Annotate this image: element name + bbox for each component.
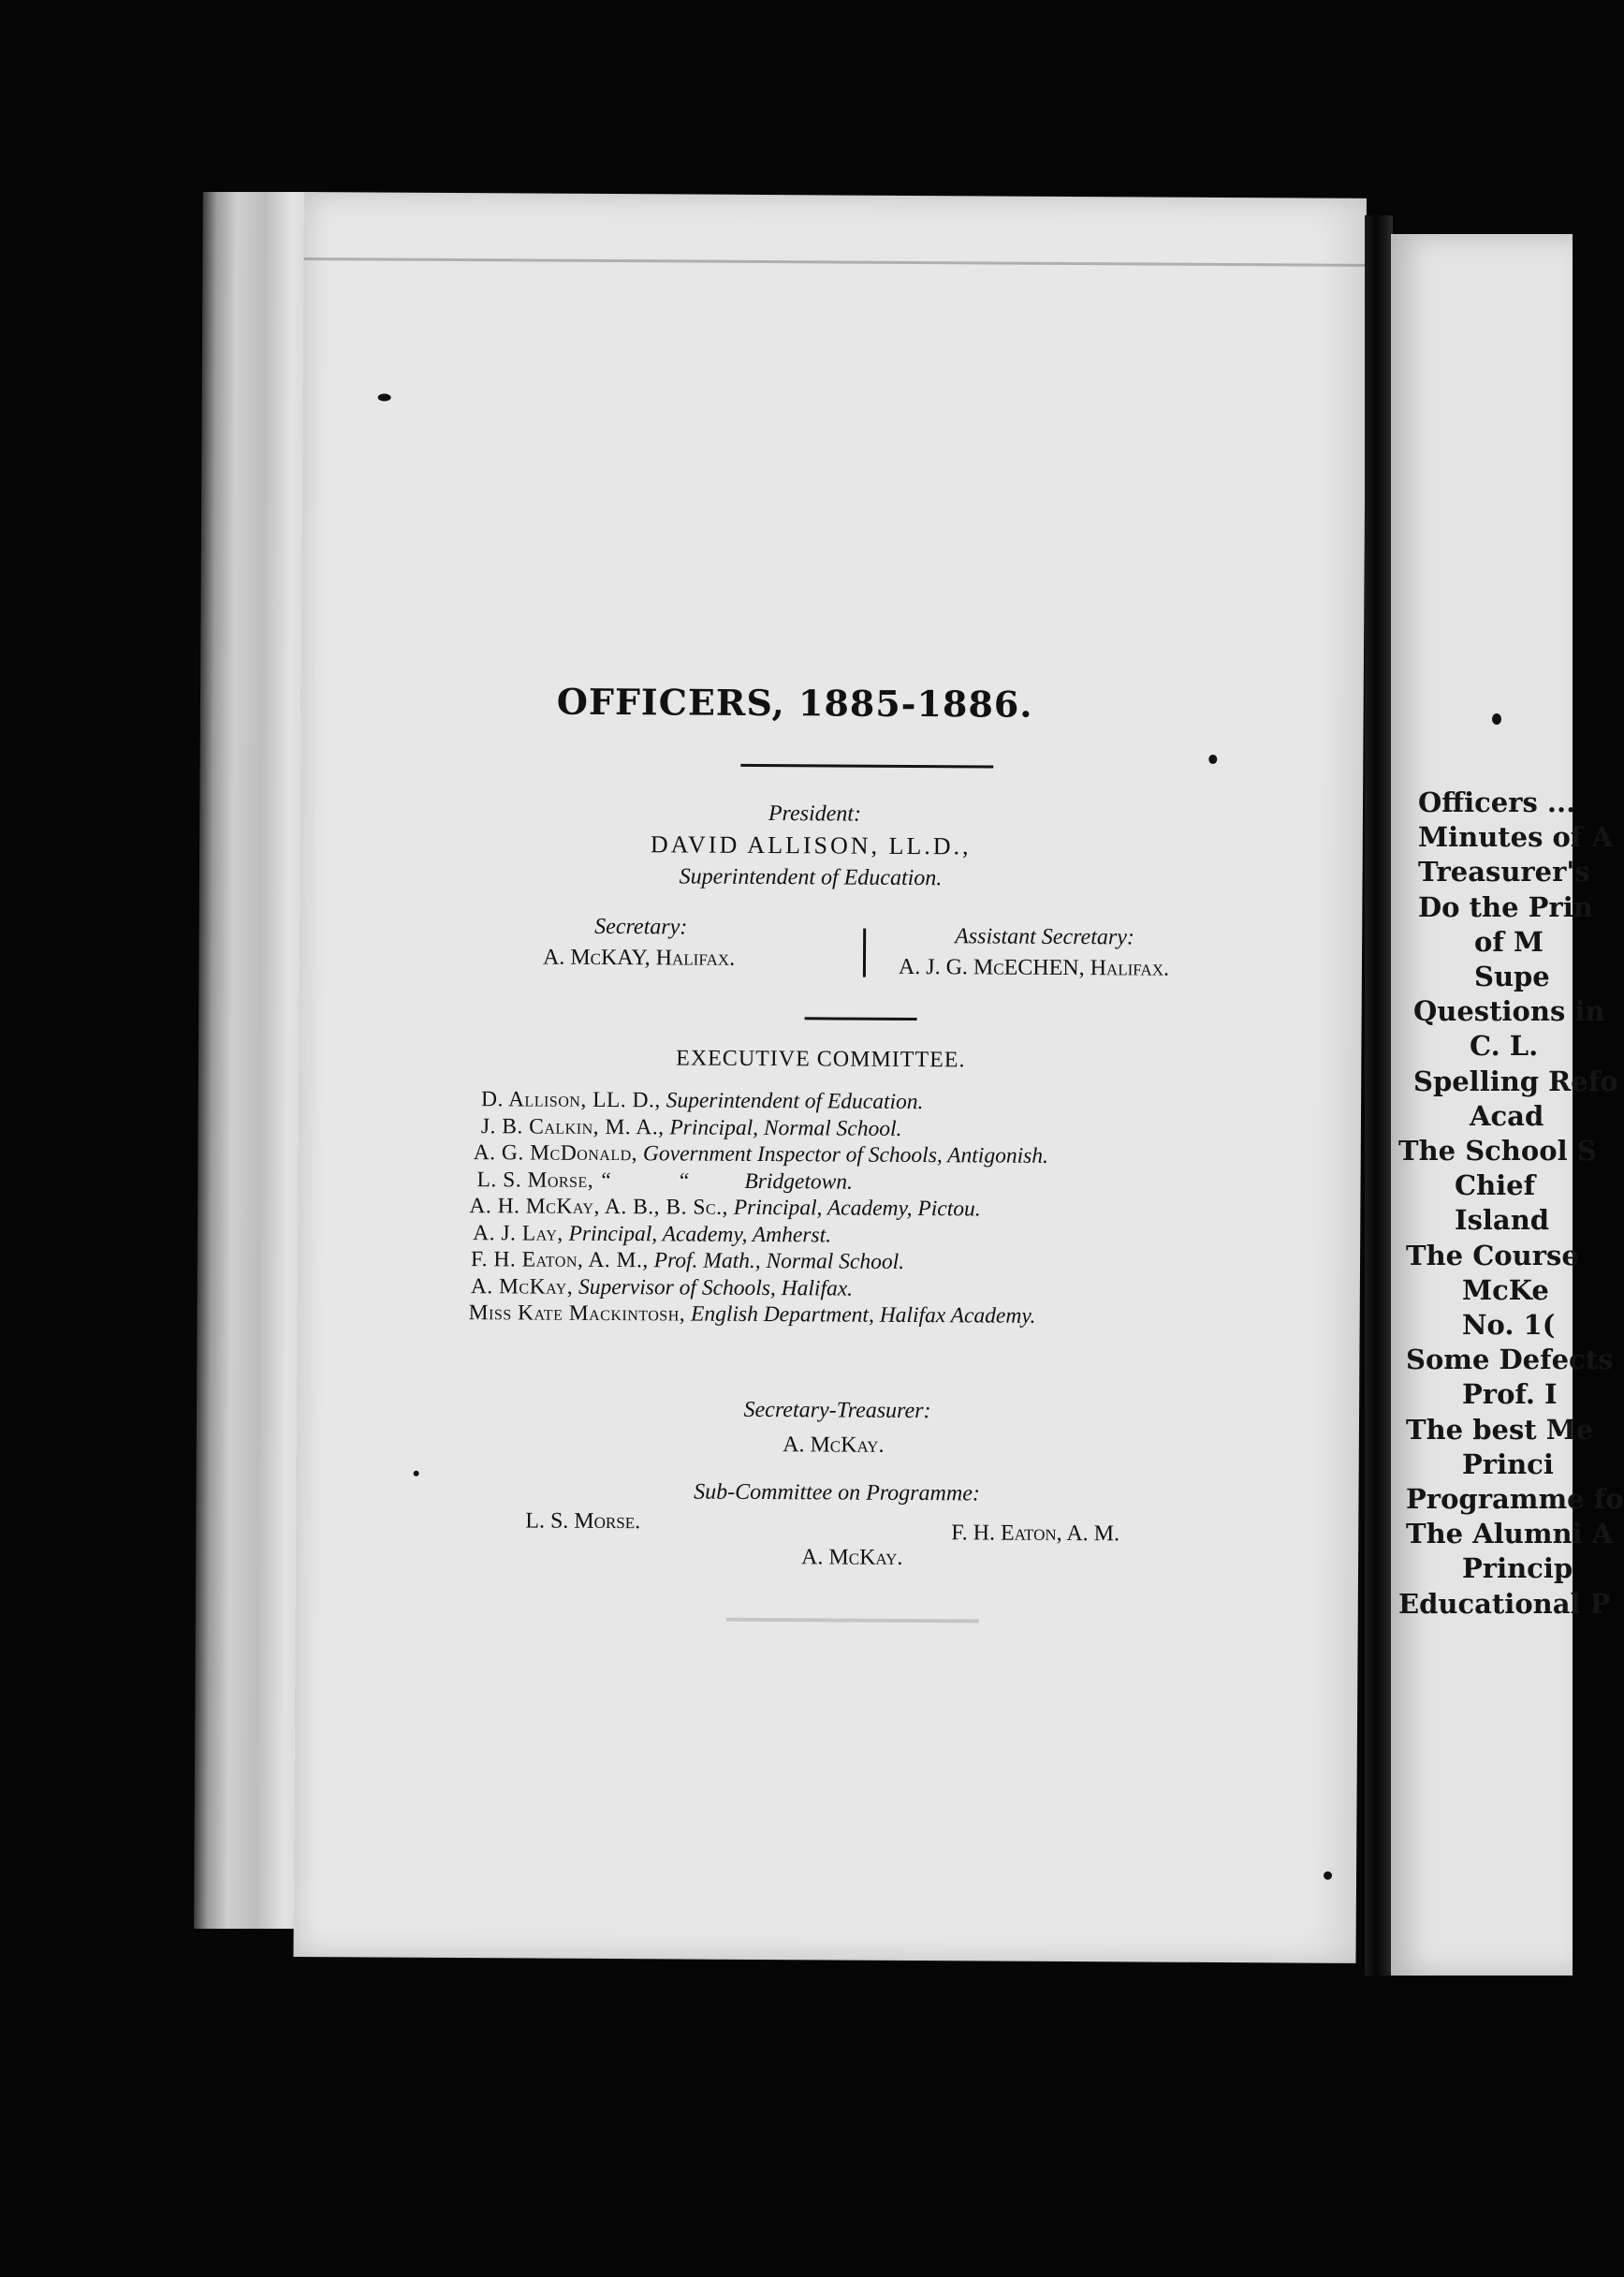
committee-member-name: A. McKay, [470, 1273, 574, 1300]
committee-member-description: Supervisor of Schools, Halifax. [578, 1274, 854, 1301]
committee-member-row [469, 1194, 980, 1222]
toc-entry: Educational P [1398, 1587, 1611, 1620]
toc-entry: Island [1455, 1204, 1550, 1237]
toc-entry: Do the Prin [1418, 890, 1593, 923]
committee-member-row [469, 1300, 1036, 1329]
president-name: DAVID ALLISON, LL.D., [650, 830, 972, 860]
ink-speck [414, 1471, 419, 1476]
facing-page [1391, 234, 1624, 1976]
sub-committee-member: A. McKay. [801, 1545, 903, 1570]
toc-entry: Princip [1462, 1552, 1573, 1585]
toc-entry: The best Me [1406, 1413, 1594, 1446]
toc-entry: The School S [1398, 1135, 1597, 1167]
assistant-secretary-name: A. J. G. McECHEN, Halifax. [898, 954, 1170, 981]
secretary-treasurer-label: Secretary-Treasurer: [743, 1397, 931, 1424]
committee-member-description: Principal, Academy, Pictou. [733, 1195, 981, 1222]
toc-entry: The Course [1406, 1239, 1579, 1271]
toc-entry: Spelling Refo [1413, 1065, 1618, 1097]
president-role: Superintendent of Education. [679, 864, 943, 891]
toc-entry: Prof. I [1462, 1378, 1558, 1411]
section-divider [805, 1017, 917, 1021]
page-title: OFFICERS, 1885-1886. [556, 680, 1033, 726]
committee-member-row [471, 1247, 904, 1275]
committee-member-row [473, 1221, 831, 1248]
committee-member-description: Government Inspector of Schools, Antigonish. [642, 1141, 1049, 1168]
toc-entry: No. 1( [1462, 1309, 1556, 1341]
committee-member-description: Principal, Academy, Amherst. [568, 1221, 832, 1247]
committee-member-description: English Department, Halifax Academy. [690, 1301, 1036, 1329]
toc-entry: Supe [1474, 961, 1550, 992]
toc-entry: Princi [1462, 1447, 1554, 1480]
toc-entry: Officers ... [1418, 786, 1576, 818]
sub-committee-label: Sub-Committee on Programme: [694, 1479, 980, 1506]
secretary-treasurer-name: A. McKay. [783, 1432, 885, 1458]
committee-member-row [481, 1114, 902, 1142]
ink-speck [1324, 1872, 1332, 1880]
toc-entry: Programme fo [1406, 1483, 1624, 1515]
committee-member-description: “ “ Bridgetown. [598, 1168, 854, 1195]
committee-member-name: A. G. McDonald, [473, 1140, 638, 1167]
toc-entry: of M [1474, 925, 1544, 958]
title-divider [740, 764, 993, 769]
committee-member-row [481, 1087, 924, 1115]
sub-committee-member: F. H. Eaton, A. M. [951, 1520, 1120, 1547]
assistant-secretary-label: Assistant Secretary: [955, 924, 1134, 950]
book-gutter [1365, 215, 1393, 1976]
secretary-name: A. McKAY, Halifax. [542, 945, 736, 971]
toc-entry: C. L. [1470, 1030, 1539, 1063]
secretary-divider [863, 929, 866, 977]
toc-entry: McKe [1462, 1273, 1549, 1306]
committee-member-name: F. H. Eaton, A. M., [470, 1247, 649, 1273]
committee-member-row [474, 1140, 1048, 1169]
committee-member-name: D. Allison, LL. D., [481, 1087, 661, 1113]
toc-entry: Some Defects [1406, 1344, 1614, 1376]
committee-member-name: A. H. McKay, A. B., B. Sc., [469, 1194, 728, 1220]
committee-member-description: Prof. Math., Normal School. [653, 1248, 905, 1274]
committee-member-row [471, 1274, 853, 1301]
committee-member-description: Superintendent of Education. [666, 1088, 924, 1115]
ink-speck [378, 393, 391, 401]
toc-entry: Questions in [1413, 995, 1605, 1028]
secretary-label: Secretary: [594, 914, 688, 940]
toc-entry: Acad [1470, 1099, 1544, 1132]
committee-member-row [476, 1168, 853, 1195]
toc-entry: Minutes of A [1418, 821, 1613, 854]
ink-speck [1208, 755, 1217, 764]
ink-speck [1492, 713, 1501, 725]
toc-entry: Treasurer's [1418, 856, 1590, 889]
toc-entry: The Alumni A [1406, 1518, 1614, 1550]
sub-committee-member: L. S. Morse. [525, 1508, 641, 1535]
executive-committee-heading: EXECUTIVE COMMITTEE. [676, 1046, 966, 1073]
committee-member-description: Principal, Normal School. [669, 1114, 902, 1141]
president-label: President: [768, 801, 862, 827]
committee-member-name: J. B. Calkin, M. A., [480, 1113, 665, 1139]
bottom-divider [726, 1618, 979, 1623]
committee-member-name: Miss Kate Mackintosh, [468, 1300, 686, 1327]
committee-member-name: L. S. Morse, [476, 1167, 594, 1193]
left-page [293, 192, 1366, 1963]
committee-member-name: A. J. Lay, [473, 1220, 563, 1246]
toc-entry: Chief [1455, 1169, 1536, 1202]
